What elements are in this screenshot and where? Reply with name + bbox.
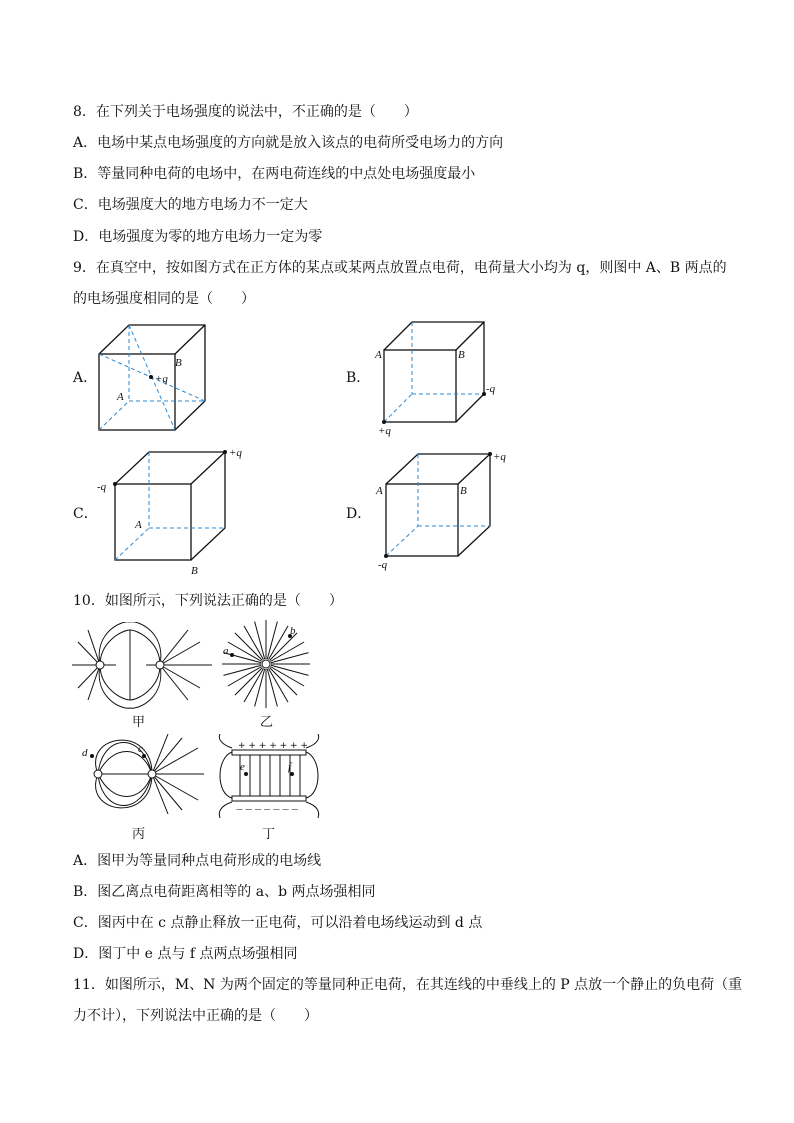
q10-option-d: D．图丁中 e 点与 f 点两点场强相同: [73, 946, 298, 962]
figure-ding-point-f: f: [288, 761, 292, 773]
q10-figure-ding: [216, 734, 322, 844]
q10-stem: 10．如图所示，下列说法正确的是（ ）: [73, 593, 343, 609]
cube-c-point-a: A: [135, 519, 142, 531]
q10-figure-yi: [218, 618, 318, 730]
q9-cube-b-figure: [372, 318, 502, 438]
q9-option-d-label: D．: [346, 506, 372, 522]
q10-option-a: A．图甲为等量同种点电荷形成的电场线: [73, 853, 322, 869]
figure-yi-point-b: b: [290, 625, 296, 637]
cube-c-charge-1: +q: [229, 447, 242, 459]
cube-a-point-b: B: [175, 357, 182, 369]
cube-b-point-b: B: [458, 349, 465, 361]
q8-option-b: B．等量同种电荷的电场中，在两电荷连线的中点处电场强度最小: [73, 166, 476, 182]
figure-yi-point-a: a: [223, 645, 229, 657]
figure-ding-top-signs: + + + + + + +: [238, 741, 308, 751]
cube-b-charge-1: -q: [486, 383, 496, 395]
q8-option-a: A．电场中某点电场强度的方向就是放入该点的电荷所受电场力的方向: [73, 135, 504, 151]
q10-figure-jia: [72, 622, 212, 732]
q8-option-d: D．电场强度为零的地方电场力一定为零: [73, 229, 323, 245]
q10-option-b: B．图乙离点电荷距离相等的 a、b 两点场强相同: [73, 884, 376, 900]
q9-option-a-label: A．: [73, 370, 98, 386]
cube-b-point-a: A: [375, 349, 382, 361]
cube-c-charge-2: -q: [97, 481, 107, 493]
q10-option-c: C．图丙中在 c 点静止释放一正电荷，可以沿着电场线运动到 d 点: [73, 915, 483, 931]
q9-cube-d-figure: [372, 446, 512, 574]
figure-ding-bottom-signs: — — — — — — —: [236, 805, 299, 813]
q8-option-c: C．电场强度大的地方电场力不一定大: [73, 197, 308, 213]
figure-jia-label: 甲: [132, 715, 146, 730]
q9-stem-line2: 的电场强度相同的是（ ）: [73, 291, 255, 307]
cube-d-point-b: B: [460, 485, 467, 497]
figure-bing-point-c: c: [138, 743, 143, 755]
q10-figure-bing: [72, 734, 212, 844]
cube-d-charge-2: -q: [378, 559, 388, 571]
cube-b-charge-2: +q: [378, 425, 391, 437]
figure-ding-label: 丁: [262, 827, 276, 842]
cube-d-charge-1: +q: [493, 451, 506, 463]
q9-stem-line1: 9．在真空中，按如图方式在正方体的某点或某两点放置点电荷，电荷量大小均为 q，则图中 A、B 两点的: [73, 260, 727, 276]
q9-cube-c-figure: [95, 446, 255, 578]
cube-d-point-a: A: [376, 485, 383, 497]
q8-stem: 8．在下列关于电场强度的说法中，不正确的是（ ）: [73, 104, 418, 120]
q9-option-b-label: B．: [346, 370, 371, 386]
cube-c-point-b: B: [191, 565, 198, 577]
figure-ding-point-e: e: [240, 761, 245, 773]
figure-bing-point-d: d: [82, 747, 88, 759]
q11-stem-line2: 力不计），下列说法中正确的是（ ）: [73, 1008, 318, 1024]
figure-bing-label: 丙: [132, 827, 146, 842]
cube-a-charge-label: +q: [155, 373, 168, 385]
q9-cube-a-figure: [95, 320, 220, 435]
q11-stem-line1: 11．如图所示，M、N 为两个固定的等量同种正电荷，在其连线的中垂线上的 P 点放一个静止的负电荷（重: [73, 977, 743, 993]
figure-yi-label: 乙: [260, 715, 274, 730]
q9-option-c-label: C．: [73, 506, 98, 522]
cube-a-point-a: A: [117, 391, 124, 403]
